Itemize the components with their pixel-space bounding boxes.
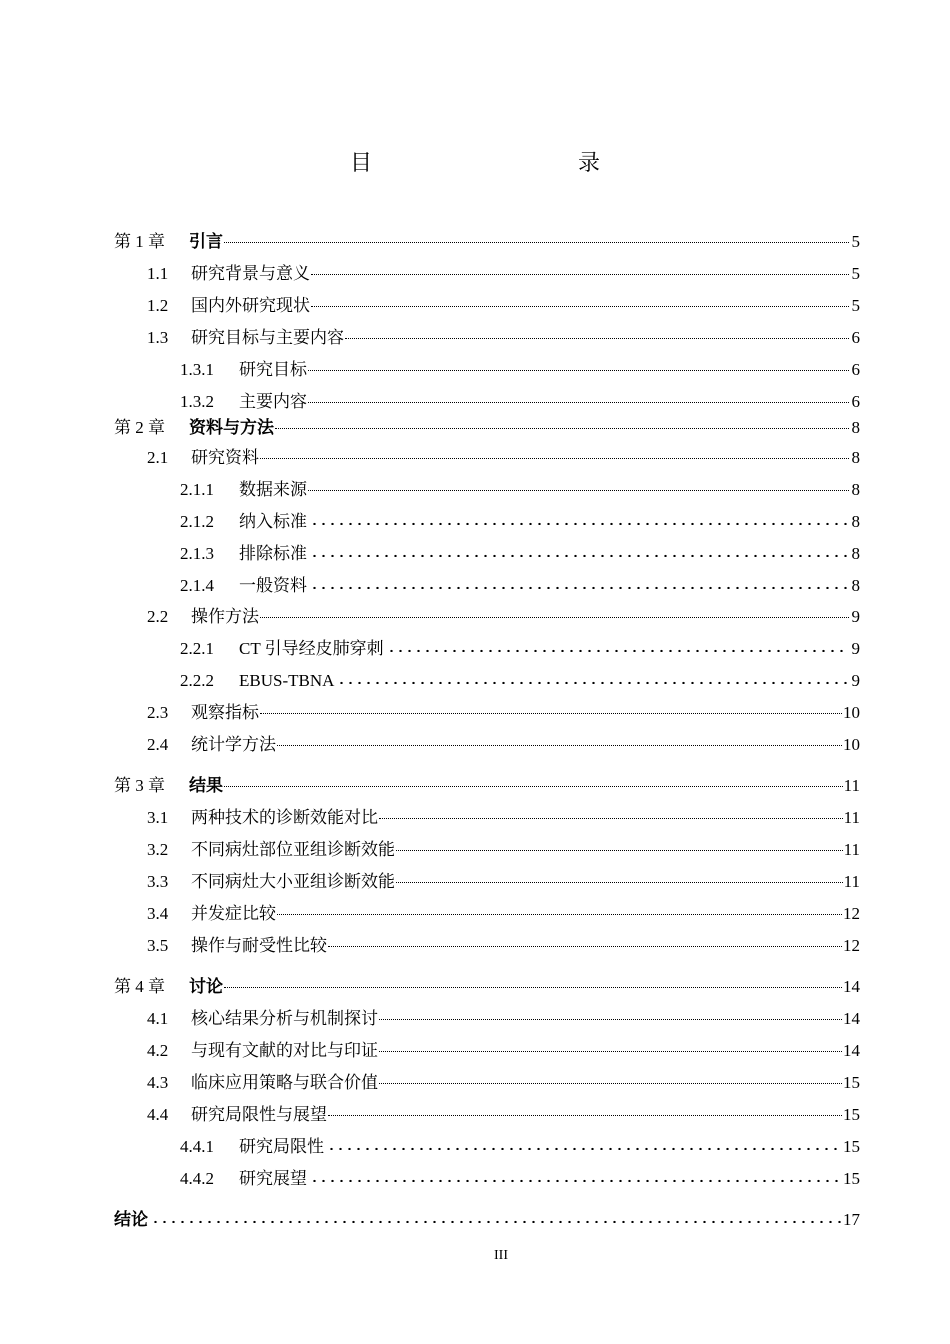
toc-dot-leader bbox=[224, 236, 849, 243]
toc-entry-number: 第 2 章 bbox=[114, 418, 165, 437]
toc-entry-title: 纳入标准 bbox=[239, 512, 307, 531]
toc-page-number: 5 bbox=[851, 232, 860, 251]
toc-dot-leader bbox=[335, 674, 849, 684]
toc-section-entry[interactable] bbox=[147, 447, 860, 469]
toc-entry-number: 2.4 bbox=[147, 735, 169, 754]
toc-page-number: 8 bbox=[851, 576, 860, 595]
toc-entry-title: 两种技术的诊断效能对比 bbox=[191, 808, 378, 827]
toc-section-entry[interactable] bbox=[147, 807, 860, 829]
page-number-footer: III bbox=[494, 1248, 508, 1263]
toc-dot-leader bbox=[308, 515, 849, 525]
toc-section-entry[interactable] bbox=[180, 638, 860, 660]
toc-section-entry[interactable] bbox=[147, 1072, 860, 1094]
toc-page-number: 11 bbox=[843, 840, 860, 859]
toc-chapter-entry[interactable] bbox=[114, 1209, 860, 1231]
toc-section-entry[interactable] bbox=[147, 702, 860, 724]
toc-section-entry[interactable] bbox=[147, 606, 860, 628]
toc-section-entry[interactable] bbox=[147, 903, 860, 925]
toc-page-number: 14 bbox=[843, 1009, 860, 1028]
toc-dot-leader bbox=[379, 1077, 842, 1084]
toc-entry-number: 2.1.1 bbox=[180, 480, 214, 499]
toc-section-entry[interactable] bbox=[147, 1104, 860, 1126]
toc-chapter-entry[interactable] bbox=[114, 231, 860, 253]
toc-entry-number: 4.4 bbox=[147, 1105, 169, 1124]
toc-page-number: 15 bbox=[843, 1137, 860, 1156]
toc-entry-number: 4.4.2 bbox=[180, 1169, 214, 1188]
toc-entry-title: 并发症比较 bbox=[191, 904, 276, 923]
toc-entry-number: 4.4.1 bbox=[180, 1137, 214, 1156]
toc-entry-number: 1.3 bbox=[147, 328, 169, 347]
toc-dot-leader bbox=[311, 300, 849, 307]
toc-dot-leader bbox=[260, 611, 849, 618]
page-title: 目 录 bbox=[349, 151, 654, 176]
toc-entry-number: 1.3.2 bbox=[180, 392, 214, 411]
toc-section-entry[interactable] bbox=[147, 263, 860, 285]
toc-page-number: 8 bbox=[851, 448, 860, 467]
toc-dot-leader bbox=[311, 268, 849, 275]
toc-entry-title: 与现有文献的对比与印证 bbox=[191, 1041, 378, 1060]
toc-entry-number: 4.2 bbox=[147, 1041, 169, 1060]
toc-entry-title: 一般资料 bbox=[239, 576, 307, 595]
toc-entry-number: 1.2 bbox=[147, 296, 169, 315]
toc-section-entry[interactable] bbox=[180, 1136, 860, 1158]
toc-dot-leader bbox=[379, 812, 843, 819]
toc-entry-title: 不同病灶部位亚组诊断效能 bbox=[191, 840, 395, 859]
toc-page-number: 17 bbox=[843, 1210, 860, 1229]
toc-dot-leader bbox=[224, 780, 843, 787]
toc-section-entry[interactable] bbox=[180, 670, 860, 692]
toc-dot-leader bbox=[308, 579, 849, 589]
toc-page-number: 9 bbox=[851, 639, 860, 658]
toc-page-number: 15 bbox=[843, 1169, 860, 1188]
toc-page-number: 11 bbox=[843, 872, 860, 891]
toc-section-entry[interactable] bbox=[180, 359, 860, 381]
toc-dot-leader bbox=[379, 1013, 842, 1020]
toc-section-entry[interactable] bbox=[147, 839, 860, 861]
toc-dot-leader bbox=[396, 844, 843, 851]
toc-entry-title: 数据来源 bbox=[239, 480, 307, 499]
toc-dot-leader bbox=[325, 1140, 842, 1150]
toc-page-number: 6 bbox=[851, 360, 860, 379]
toc-page-number: 8 bbox=[851, 544, 860, 563]
toc-entry-number: 3.3 bbox=[147, 872, 169, 891]
toc-page-number: 9 bbox=[851, 607, 860, 626]
toc-entry-title: 研究目标 bbox=[239, 360, 307, 379]
toc-page-number: 9 bbox=[851, 671, 860, 690]
toc-dot-leader bbox=[345, 332, 849, 339]
toc-dot-leader bbox=[277, 739, 842, 746]
toc-entry-title: 统计学方法 bbox=[191, 735, 276, 754]
toc-section-entry[interactable] bbox=[147, 1040, 860, 1062]
toc-section-entry[interactable] bbox=[180, 511, 860, 533]
toc-entry-number: 2.1.3 bbox=[180, 544, 214, 563]
toc-dot-leader bbox=[260, 452, 849, 459]
toc-entry-title: 国内外研究现状 bbox=[191, 296, 310, 315]
toc-page-number: 15 bbox=[843, 1105, 860, 1124]
toc-entry-title: CT 引导经皮肺穿刺 bbox=[239, 639, 384, 658]
toc-entry-number: 2.3 bbox=[147, 703, 169, 722]
toc-entry-title: 不同病灶大小亚组诊断效能 bbox=[191, 872, 395, 891]
toc-entry-number: 第 3 章 bbox=[114, 776, 165, 795]
toc-entry-title: 核心结果分析与机制探讨 bbox=[191, 1009, 378, 1028]
toc-dot-leader bbox=[379, 1045, 842, 1052]
toc-page-number: 15 bbox=[843, 1073, 860, 1092]
toc-page-number: 12 bbox=[843, 904, 860, 923]
toc-dot-leader bbox=[277, 908, 842, 915]
toc-section-entry[interactable] bbox=[147, 1008, 860, 1030]
toc-dot-leader bbox=[308, 1172, 842, 1182]
toc-section-entry[interactable] bbox=[180, 543, 860, 565]
toc-entry-title: 研究目标与主要内容 bbox=[191, 328, 344, 347]
toc-entry-title: 结果 bbox=[189, 776, 223, 795]
toc-section-entry[interactable] bbox=[147, 734, 860, 756]
toc-dot-leader bbox=[308, 484, 849, 491]
toc-page-number: 6 bbox=[851, 392, 860, 411]
toc-page-number: 5 bbox=[851, 296, 860, 315]
toc-entry-number: 3.1 bbox=[147, 808, 169, 827]
toc-entry-number: 1.3.1 bbox=[180, 360, 214, 379]
toc-page-number: 10 bbox=[843, 735, 860, 754]
toc-page-number: 10 bbox=[843, 703, 860, 722]
toc-dot-leader bbox=[328, 940, 842, 947]
toc-page-number: 8 bbox=[851, 418, 860, 437]
toc-section-entry[interactable] bbox=[180, 575, 860, 597]
toc-entry-number: 2.1.4 bbox=[180, 576, 214, 595]
toc-section-entry[interactable] bbox=[180, 1168, 860, 1190]
toc-page-number: 12 bbox=[843, 936, 860, 955]
toc-entry-number: 3.4 bbox=[147, 904, 169, 923]
toc-section-entry[interactable] bbox=[147, 935, 860, 957]
toc-page-number: 8 bbox=[851, 480, 860, 499]
toc-entry-number: 2.2.1 bbox=[180, 639, 214, 658]
toc-page-number: 6 bbox=[851, 328, 860, 347]
toc-entry-number: 4.1 bbox=[147, 1009, 169, 1028]
toc-entry-number: 3.2 bbox=[147, 840, 169, 859]
toc-entry-title: 结论 bbox=[114, 1210, 148, 1229]
toc-entry-title: EBUS-TBNA bbox=[239, 671, 335, 690]
toc-section-entry[interactable] bbox=[180, 479, 860, 501]
toc-entry-number: 2.1 bbox=[147, 448, 169, 467]
toc-entry-number: 3.5 bbox=[147, 936, 169, 955]
toc-dot-leader bbox=[275, 422, 849, 429]
toc-entry-title: 研究资料 bbox=[191, 448, 259, 467]
toc-page-number: 11 bbox=[843, 776, 860, 795]
toc-section-entry[interactable] bbox=[147, 327, 860, 349]
toc-entry-title: 资料与方法 bbox=[189, 418, 274, 437]
toc-entry-number: 2.2 bbox=[147, 607, 169, 626]
toc-entry-title: 操作与耐受性比较 bbox=[191, 936, 327, 955]
toc-page-number: 5 bbox=[851, 264, 860, 283]
toc-entry-number: 2.2.2 bbox=[180, 671, 214, 690]
toc-dot-leader bbox=[260, 707, 842, 714]
toc-dot-leader bbox=[308, 396, 849, 403]
toc-page-number: 14 bbox=[843, 977, 860, 996]
toc-entry-title: 研究展望 bbox=[239, 1169, 307, 1188]
toc-chapter-entry[interactable] bbox=[114, 775, 860, 797]
toc-dot-leader bbox=[396, 876, 843, 883]
toc-entry-number: 2.1.2 bbox=[180, 512, 214, 531]
toc-entry-title: 研究局限性 bbox=[239, 1137, 324, 1156]
toc-entry-title: 操作方法 bbox=[191, 607, 259, 626]
toc-dot-leader bbox=[308, 547, 849, 557]
toc-dot-leader bbox=[385, 642, 849, 652]
toc-section-entry[interactable] bbox=[147, 295, 860, 317]
toc-chapter-entry[interactable] bbox=[114, 417, 860, 439]
toc-dot-leader bbox=[308, 364, 849, 371]
toc-entry-title: 研究背景与意义 bbox=[191, 264, 310, 283]
toc-entry-title: 引言 bbox=[189, 232, 223, 251]
toc-dot-leader bbox=[224, 981, 842, 988]
toc-entry-title: 研究局限性与展望 bbox=[191, 1105, 327, 1124]
toc-entry-title: 临床应用策略与联合价值 bbox=[191, 1073, 378, 1092]
toc-entry-title: 主要内容 bbox=[239, 392, 307, 411]
toc-entry-number: 1.1 bbox=[147, 264, 169, 283]
toc-dot-leader bbox=[149, 1213, 842, 1223]
toc-page-number: 14 bbox=[843, 1041, 860, 1060]
toc-page-number: 11 bbox=[843, 808, 860, 827]
toc-dot-leader bbox=[328, 1109, 842, 1116]
toc-section-entry[interactable] bbox=[147, 871, 860, 893]
toc-entry-title: 讨论 bbox=[189, 977, 223, 996]
toc-entry-number: 第 1 章 bbox=[114, 232, 165, 251]
toc-entry-title: 排除标准 bbox=[239, 544, 307, 563]
toc-section-entry[interactable] bbox=[180, 391, 860, 413]
toc-entry-number: 4.3 bbox=[147, 1073, 169, 1092]
toc-page-number: 8 bbox=[851, 512, 860, 531]
toc-entry-title: 观察指标 bbox=[191, 703, 259, 722]
toc-entry-number: 第 4 章 bbox=[114, 977, 165, 996]
toc-chapter-entry[interactable] bbox=[114, 976, 860, 998]
